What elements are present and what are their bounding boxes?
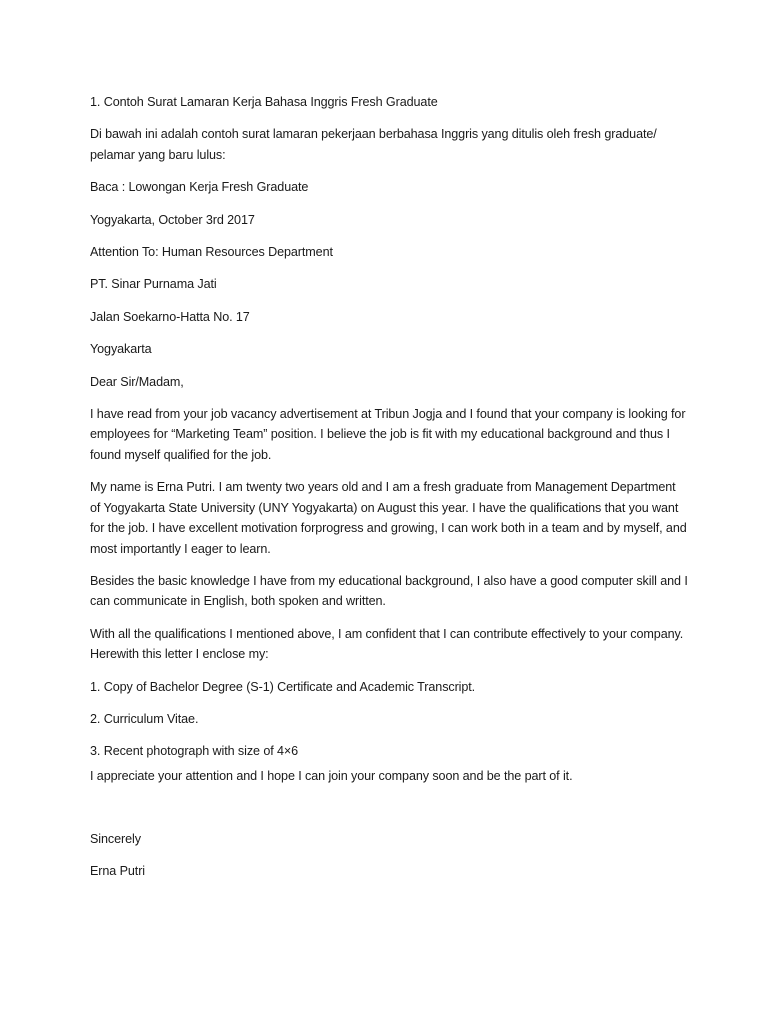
sign-off: Sincerely <box>90 831 141 846</box>
baca-link-text: Baca : Lowongan Kerja Fresh Graduate <box>90 180 309 195</box>
document-heading: 1. Contoh Surat Lamaran Kerja Bahasa Inggris Fresh Graduate <box>90 95 438 109</box>
signature-name: Erna Putri <box>90 864 145 879</box>
street-address: Jalan Soekarno-Hatta No. 17 <box>90 309 250 324</box>
salutation: Dear Sir/Madam, <box>90 374 184 389</box>
body-paragraph: I have read from your job vacancy advertisement at Tribun Jogja and I found that your company is looking for employees for “Marketing Team” position. I believe the job is fit with my educational background and thus I found myself qualified for the job. <box>90 407 686 462</box>
body-paragraph: With all the qualifications I mentioned above, I am confident that I can contribute effectively to your company. Herewith this letter I enclose my: <box>90 626 684 662</box>
city: Yogyakarta <box>90 342 152 357</box>
enclosure-item: 2. Curriculum Vitae. <box>90 711 199 726</box>
closing-paragraph: I appreciate your attention and I hope I can join your company soon and be the part of it. <box>90 769 573 784</box>
body-paragraph: My name is Erna Putri. I am twenty two years old and I am a fresh graduate from Management Department of Yogyakarta State University (UNY Yogyakarta) on August this year. I have the qualifications that you want for the job. I have excellent motivation forprogress and growing, I can work both in a team and by myself, and most importantly I eager to learn. <box>90 480 687 556</box>
body-paragraph: Besides the basic knowledge I have from my educational background, I also have a good computer skill and I can communicate in English, both spoken and written. <box>90 573 688 609</box>
intro-paragraph: Di bawah ini adalah contoh surat lamaran pekerjaan berbahasa Inggris yang ditulis oleh fresh graduate/ pelamar yang baru lulus: <box>90 127 657 162</box>
enclosure-item: 3. Recent photograph with size of 4×6 <box>90 744 299 759</box>
place-date: Yogyakarta, October 3rd 2017 <box>90 212 255 227</box>
company-name: PT. Sinar Purnama Jati <box>90 277 217 292</box>
attention-line: Attention To: Human Resources Department <box>90 245 333 260</box>
enclosure-item: 1. Copy of Bachelor Degree (S-1) Certificate and Academic Transcript. <box>90 679 476 694</box>
